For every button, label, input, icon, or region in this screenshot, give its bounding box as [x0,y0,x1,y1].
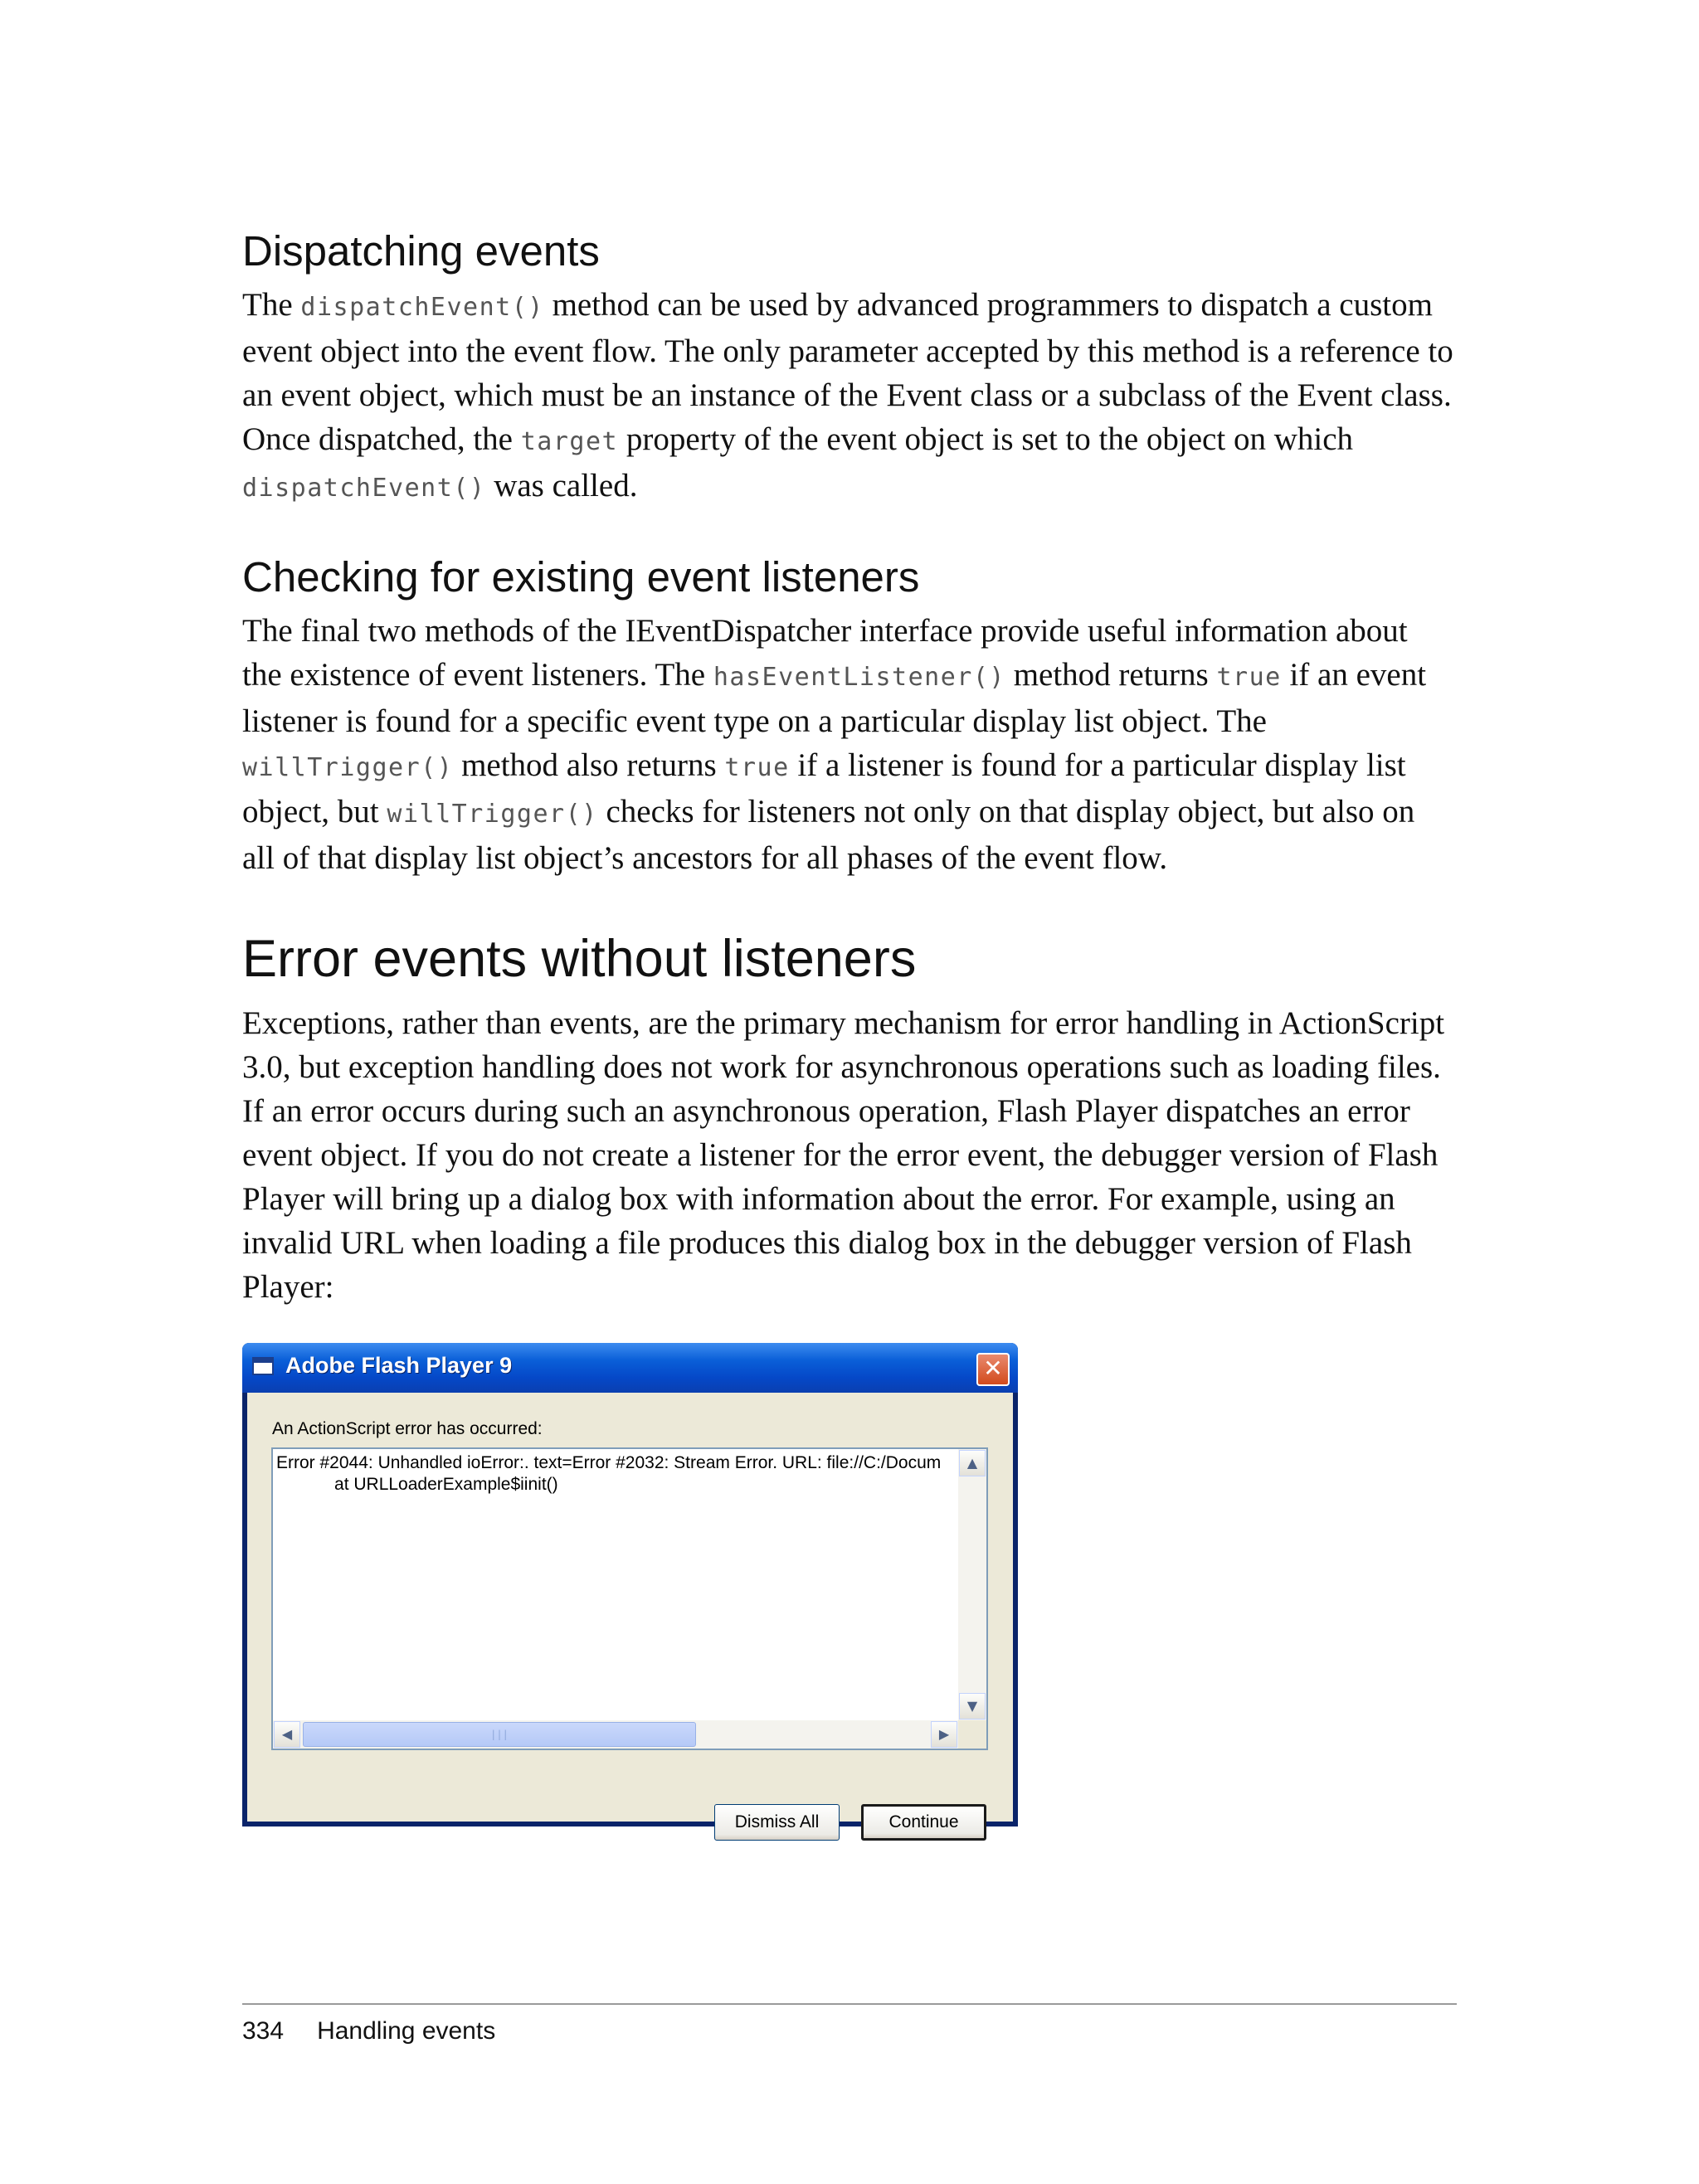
code-willTrigger: willTrigger() [242,753,454,783]
scroll-up-icon[interactable]: ▲ [959,1450,986,1476]
page-number: 334 [242,2017,285,2045]
chapter-title: Handling events [317,2017,496,2045]
horizontal-scrollbar[interactable] [273,1720,958,1749]
section-checking-listeners [242,554,1453,880]
heading-error-events: Error events without listeners [242,930,917,988]
code-true: true [1216,663,1282,693]
dialog-body [247,1393,1013,1831]
heading-checking-listeners: Checking for existing event listeners [242,553,920,601]
code-hasEventListener: hasEventListener() [713,663,1005,693]
horizontal-scroll-thumb[interactable]: ||| [303,1722,696,1747]
section-dispatching-events [242,228,1453,510]
scroll-corner [958,1720,986,1749]
heading-dispatching-events: Dispatching events [242,227,600,275]
error-label: An ActionScript error has occurred: [272,1419,543,1438]
code-true: true [724,753,790,783]
vertical-scrollbar[interactable] [958,1449,986,1720]
code-willTrigger: willTrigger() [387,800,598,829]
dialog-title-bar [242,1343,1018,1393]
error-text: Error #2044: Unhandled ioError:. text=Error #2032: Stream Error. URL: file://C:/Docum at URLLoaderExample$iinit() [276,1453,942,1494]
dismiss-all-button[interactable]: Dismiss All [714,1804,840,1841]
paragraph-checking-listeners: The final two methods of the IEventDispatcher interface provide useful information about the existence of event listeners. The hasEventListener() method returns true if an event listener is found for a specific event type on a particular display list object. The willTrigger() method also returns true if a listener is found for a particular display list object, but willTrigger() checks for listeners not only on that display object, but also on all of that display list object’s ancestors for all phases of the event flow. [242,613,1427,877]
section-error-events [242,931,1453,1309]
error-text-area[interactable] [271,1447,988,1750]
flash-player-error-dialog [242,1343,1018,1831]
window-icon [252,1357,274,1375]
scroll-left-icon[interactable]: ◀ [274,1721,300,1748]
scroll-right-icon[interactable]: ▶ [931,1721,957,1748]
continue-button[interactable]: Continue [861,1804,986,1841]
close-button[interactable]: ✕ [976,1353,1010,1386]
scroll-down-icon[interactable]: ▼ [959,1693,986,1719]
page-footer [242,2017,495,2045]
paragraph-dispatching-events: The dispatchEvent() method can be used by advanced programmers to dispatch a custom event object into the event flow. The only parameter accepted by this method is a reference to an event object, which must be an instance of the Event class or a subclass of the Event class. Once dispatched, the target property of the event object is set to the object on which dispatchEvent() was called. [242,287,1453,504]
paragraph-error-events: Exceptions, rather than events, are the primary mechanism for error handling in ActionScript 3.0, but exception handling does not work for asynchronous operations such as loading files. If an error occurs during such an asynchronous operation, Flash Player dispatches an error event object. If you do not create a listener for the error event, the debugger version of Flash Player will bring up a dialog box with information about the error. For example, using an invalid URL when loading a file produces this dialog box in the debugger version of Flash Player: [242,1005,1445,1306]
code-dispatchEvent: dispatchEvent() [300,293,544,323]
code-target: target [520,427,619,457]
code-dispatchEvent: dispatchEvent() [242,474,486,503]
footer-divider [242,2003,1457,2005]
dialog-title: Adobe Flash Player 9 [285,1353,513,1378]
